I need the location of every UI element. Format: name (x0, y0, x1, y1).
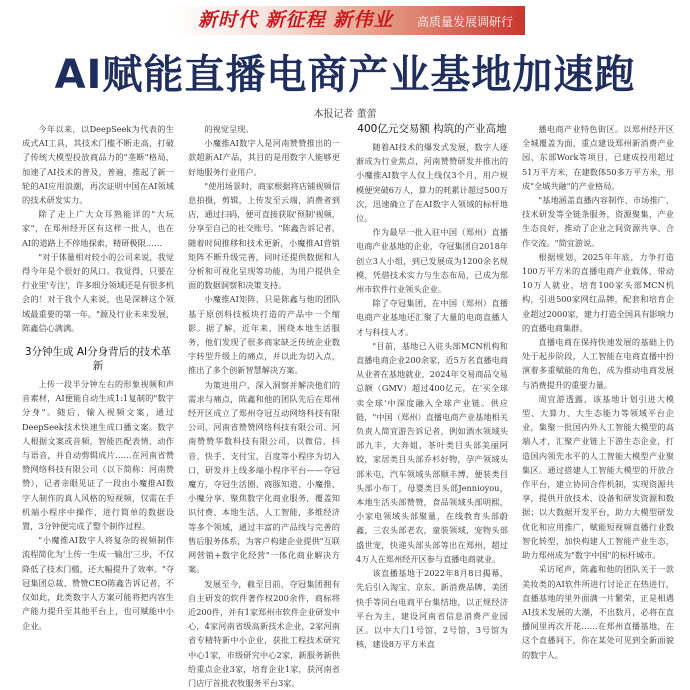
article-paragraph: 上传一段半分钟左右的形象视频和声音素材，AI便能自动生成1:1复制的"数字分身"。随后，输入视频文案，通过DeepSeek技术快速生成口播文案。数字人根据文案或音频，智能匹配表情、动作与语音，并自动剪辑成片……在河南省赞赞网络科技有限公司（以下简称：河南赞赞），记者亲眼见证了一段由小魔推AI数字人制作的真人风格的短视频，仅需在手机端小程序中操作，进行简单的数据设置，3分钟便完成了整个制作过程。 (22, 377, 174, 533)
article-paragraph: 除了夺冠集团，在中国（郑州）直播电商产业基地还汇聚了大量的电商直播人才与科技人才。 (356, 296, 508, 339)
article-column-4 (522, 122, 674, 542)
article-paragraph: 采访尾声，陈鑫和他的团队关于一款美妆类的AI软件所进行讨论正在热进行，直播基地的里外面满一片繁荣，正是相遇AI技术发展的大潮，不出数月，必将在直播间里再次开花……在郑州直播基地，在这个直播间下，你在某处可见到全新面貌的数字人。 (522, 562, 674, 661)
article-paragraph: 播电商产业特色街区。以郑州经开区全城覆盖为面，重点建设郑州新消费产业园、东部Work等项目，已建成投用超过51万平方米，在建数体50多万平方米，形成"全城共融"的产业格局。 (522, 122, 674, 193)
article-column-1 (22, 122, 174, 542)
article-paragraph: "基地涵盖直播内容制作、市场推广、技术研发等全链条服务，资源聚集，产业生态良好，推动了企业之间资源共享、合作交流。"简宜游说。 (522, 193, 674, 250)
article-paragraph: 小魔推AI矩阵，只是陈鑫与他的团队基于原创科技板块打造的产品中一个缩影。据了解，近年来，围绕本地生活服务，他们发现了很多商家缺乏传统企业数字转型升级上的痛点，并以此为切入点，推出了多个创新智慧解决方案。 (188, 292, 340, 377)
article-paragraph: "使用场景时，商家根据将店铺视频信息拍摄，剪辑，上传发至云端，消费者到店，通过扫码，便可直接获取'预制'视频，分享至自己的社交账号。"陈鑫告诉记者，随着时间推移和技术更新，小魔推AI营销矩阵不断升级完善，同时还提供数据和人分析和可视化呈现等功能，为用户提供全面的数据洞察和决策支持。 (188, 179, 340, 293)
article-paragraph: 直播电商在保持快速发展的基础上仍处于起步阶段，人工智能在电商直播中扮演着多重赋能的角色，成为推动电商发展与消费提升的重要力量。 (522, 335, 674, 392)
article-column-2 (188, 122, 340, 542)
article-paragraph: 周宜游透露，该基地计划引进大模型、大算力、大生态能力等领域平台企业，集聚一批国内外人工智能大模型的高端人才，汇聚产业链上下游生态企业，打造国内领先水平的人工智能大模型产业聚集区。通过搭建人工智能大模型的开放合作平台，建立协同合作机制，实现资源共享，提供开放技术、设备和研发资源和数据；以大数据开发平台，助力大模型研发优化和应用推广，赋能短视频直播行业数智化转型，加快构建人工智能产业生态，助力郑州成为"数字中国"的标杆城市。 (522, 392, 674, 562)
section-subhead: 400亿元交易额 构筑的产业高地 (356, 122, 508, 136)
article-paragraph: 的视觉呈现。 (188, 122, 340, 136)
article-paragraph: "对于体量相对较小的公司来说，我觉得今年是个很好的风口。我觉得，只要在行业里'专注'，许多细分领域还是有很多机会的！对于我个人来说，也是深耕这个领域最重要的第一年。"源及行业未来发展，陈鑫信心满满。 (22, 250, 174, 335)
article-paragraph: 发展至今，截至目前，夺冠集团拥有自主研发的软件著作权200余件，商标将近200件，并有1家郑州市软件企业研发中心，4家河南省级高新技术企业，2家河南省专精特新中小企业，获批工程技术研究中心1家，市级研究中心2家，新服务新供给重点企业3家，培育企业1家，获河南省门店厅首批农牧服务平台3家。 (188, 577, 340, 690)
article-paragraph: 今年以来，以DeepSeek为代表的生成式AI工具，其技术门槛不断走高，打破了传统大模型投放商品力的"垄断"格局，加速了AI技术的普及，普遍，推起了新一轮的AI应用浪潮，再次证明中国在AI领域的技术研发实力。 (22, 122, 174, 207)
article-paragraph: 随着AI技术的爆发式发展，数字人逐渐成为行业焦点，河南赞赞研发并推出的小魔推AI数字人仅上线仅3个月，用户规模便突破6万人，算力的耗累计超过500万次，迅速确立了在AI数字人领域的标杆地位。 (356, 140, 508, 225)
section-subhead: 3分钟生成 AI分身背后的技术革新 (22, 345, 174, 373)
article-byline: 本报记者 董蕾 (0, 105, 690, 120)
banner-subtitle: 高质量发展调研行 (417, 13, 513, 31)
article-paragraph: 作为最早一批入驻中国（郑州）直播电商产业基地的企业，夺冠集团自2018年创立3人小组，到已发展成为1200余名规模，凭借技术实力与生态布局，已成为郑州市软件行业领头企业。 (356, 225, 508, 296)
article-column-3 (356, 122, 508, 542)
article-paragraph: "目前，基地已入驻头部MCN机构和直播电商企业200余家，近5万名直播电商从业者在基地就业，2024年交易商品交易总额（GMV）超过400亿元，在'买全球卖全球'中深度融入全球产业链。供应链，"中国（郑州）直播电商产业基地相关负责人简宜游告诉记者，例如酒水领域头部九丰，大奔姐，茶叶类目头部美丽阿姣，家居类目头部乔杉好物，孕产领域头部米屯，汽车领域头部顺丰博，便装类目头部小布丁，母婴类目头部Jennioyou，本地生活头部赞赞，食品领域头部明熙，小家电领域头部聚量，在线教育头部蔚鑫，三农头部老农，童装领域，宠物头部盛世宠，快递头部头部等出在郑州，超过4万人在郑州经开区参与直播电商就业。 (356, 339, 508, 566)
article-paragraph: 除了走上广大众耳熟能详的"大玩家"，在郑州经开区有这样一批人，也在AI的道路上不停地探索，精研极限…… (22, 207, 174, 250)
article-headline: AI赋能直播电商产业基地加速跑 (0, 50, 690, 100)
article-paragraph: 根据规划，2025年年底，力争打造100万平方米的直播电商产业载体，带动10万人就业，培育100家头部MCN机构，引进500家网红品牌，配套和培育企业超过2000家，建力打造全国具有影响力的直播电商集群。 (522, 250, 674, 335)
article-paragraph: 为策进用户，深入洞察并解决他们的需求与痛点，陈鑫和他的团队先后在郑州经开区成立了郑州夺冠互动网络科技有限公司、河南省赞赞网络科技有限公司、河南赞赞华数科技有限公司，以微信、抖音、快手、支付宝、百度等小程序为切入口，研发并上线多端小程序平台——夺冠魔方，夺冠生活圈、商豚知道、小魔推、小魔分享、聚焦数字化商业服务，覆盖知识付费、本地生活、人工智能，多维经济等多个领域，通过丰富的产品线与完善的售后服务体系，为客户构建企业提供"互联网营销+数字化经营"一体化商业解决方案。 (188, 378, 340, 577)
article-paragraph: 该直播基地于2022年8月8日揭幕，先后引入淘宝、京东、新消费品牌、美团快手等同台电商平台集结地，以正规经济平台为主，建设河南省信息消费产业园区。以中大门1号馆，2号馆，3号馆为核，建设8万平方米直 (356, 566, 508, 651)
article-paragraph: "小魔推AI数字人将复杂的视频制作流程简化为'上传一生成一输出'三步，不仅降低了技术门槛，还大幅提升了效率。"夺冠集团总裁、赞赞CEO陈鑫告诉记者，不仅如此，此类数字人方案可能将把内容生产能力提升至其他平台上，也可赋能中小企业。 (22, 533, 174, 632)
banner-slogan: 新时代 新征程 新伟业 (198, 6, 393, 35)
article-paragraph: 小魔推AI数字人是河南赞赞推出的一款超新AI产品，其目的是用数字人能够更好地服务行业用户。 (188, 136, 340, 179)
